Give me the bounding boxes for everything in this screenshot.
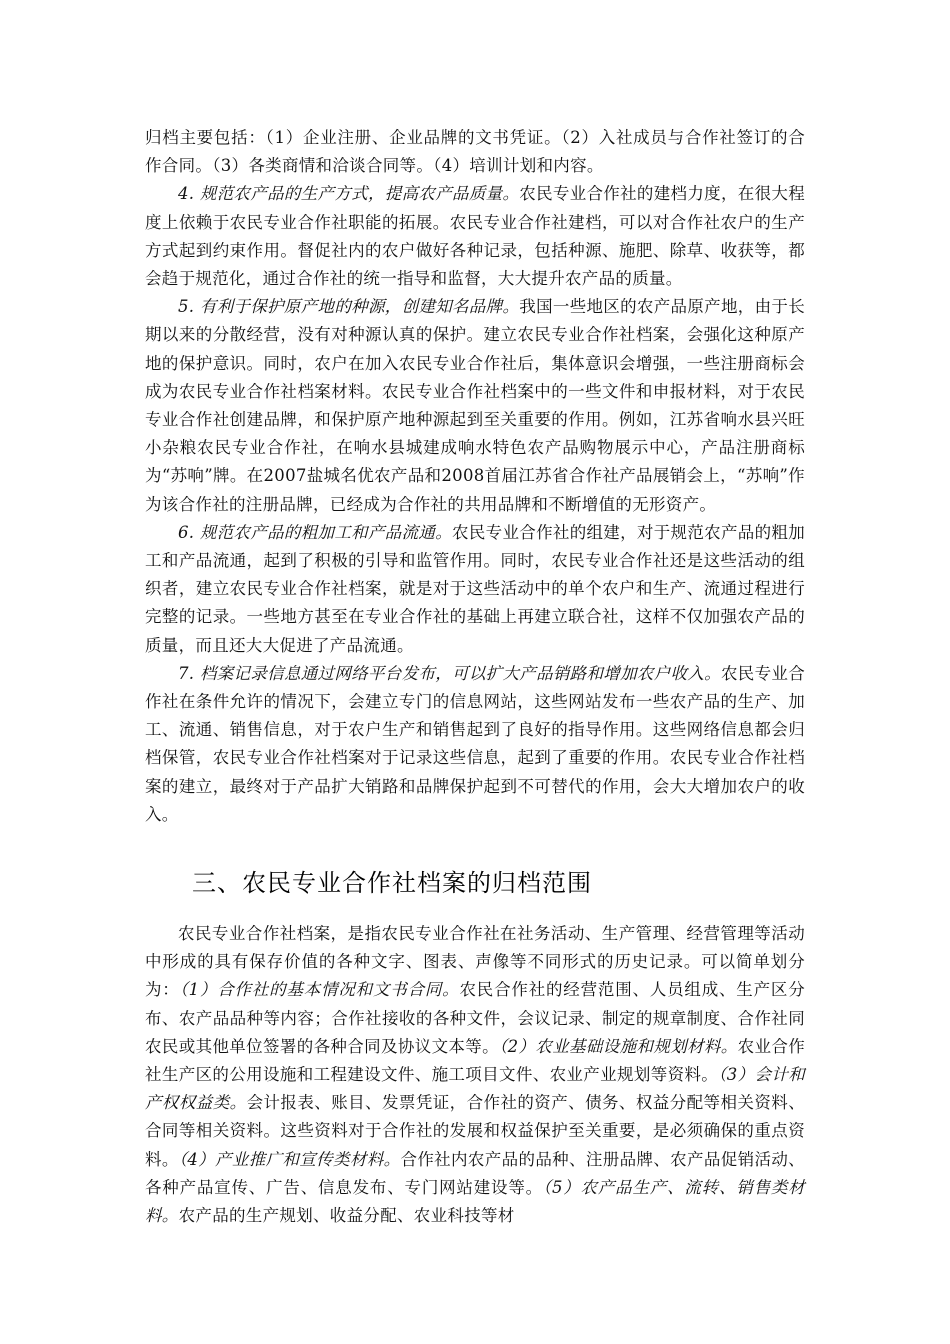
item-7-text: 农民专业合作社在条件允许的情况下，会建立专门的信息网站，这些网站发布一些农产品的生产、加工、流通、销售信息，对于农户生产和销售起到了良好的指导作用。这些网络信息都会归档保管，农民专业合作社档案对于记录这些信息，起到了重要的作用。农民专业合作社档案的建立，最终对于产品扩大销路和品牌保护起到不可替代的作用，会大大增加农户的收入。 bbox=[145, 663, 806, 824]
item-6-text: 农民专业合作社的组建，对于规范农产品的粗加工和产品流通，起到了积极的引导和监管作用。同时，农民专业合作社还是这些活动的组织者，建立农民专业合作社档案，就是对于这些活动中的单个农户和生产、流通过程进行完整的记录。一些地方甚至在专业合作社的基础上再建立联合社，这样不仅加强农产品的质量，而且还大大促进了产品流通。 bbox=[145, 522, 805, 655]
scope-category-2-text: 农业合作社生产区的公用设施和工程建设文件、施工项目文件、农业产业规划等资料。 bbox=[145, 1036, 805, 1085]
item-6-paragraph bbox=[145, 519, 805, 660]
item-7-paragraph bbox=[145, 660, 805, 829]
item-5-lead: 5. 有利于保护原产地的种源，创建知名品牌。 bbox=[178, 297, 520, 317]
scope-category-4-lead: （4）产业推广和宣传类材料。 bbox=[178, 1149, 401, 1169]
item-7-lead: 7. 档案记录信息通过网络平台发布，可以扩大产品销路和增加农户收入。 bbox=[178, 663, 721, 683]
scope-category-5-text: 农产品的生产规划、收益分配、农业科技等材 bbox=[178, 1206, 515, 1226]
body-text-top bbox=[145, 124, 805, 829]
scope-category-3-text: 会计报表、账目、发票凭证，合作社的资产、债务、权益分配等相关资料、合同等相关资料。这些资料对于合作社的发展和权益保护至关重要，是必须确保的重点资料。 bbox=[145, 1093, 805, 1169]
item-4-paragraph bbox=[145, 180, 805, 293]
item-5-paragraph bbox=[145, 293, 805, 519]
scope-category-1-lead: （1）合作社的基本情况和文书合同。 bbox=[179, 980, 460, 1000]
scope-category-4-text: 合作社内农产品的品种、注册品牌、农产品促销活动、各种产品宣传、广告、信息发布、专门网站建设等。 bbox=[145, 1149, 805, 1197]
scope-category-3-lead: （3）会计和产权权益类。 bbox=[145, 1065, 805, 1113]
body-text-bottom bbox=[145, 920, 805, 1230]
scope-category-2-lead: （2）农业基础设施和规划材料。 bbox=[499, 1036, 738, 1056]
scope-paragraph bbox=[145, 920, 805, 1230]
section-heading: 三、农民专业合作社档案的归档范围 bbox=[192, 869, 592, 897]
scope-category-1-text: 农民合作社的经营范围、人员组成、生产区分布、农产品品种等内容；合作社接收的各种文件，会议记录、制定的规章制度、合作社同农民或其他单位签署的各种合同及协议文本等。 bbox=[145, 980, 805, 1056]
scope-category-5-lead: （5）农产品生产、流转、销售类材料。 bbox=[145, 1177, 805, 1226]
scope-intro-text: 农民专业合作社档案，是指农民专业合作社在社务活动、生产管理、经营管理等活动中形成的具有保存价值的各种文字、图表、声像等不同形式的历史记录。可以简单划分为： bbox=[145, 924, 805, 1000]
item-5-text: 我国一些地区的农产品原产地，由于长期以来的分散经营，没有对种源认真的保护。建立农民专业合作社档案，会强化这种原产地的保护意识。同时，农户在加入农民专业合作社后，集体意识会增强，一些注册商标会成为农民专业合作社档案材料。农民专业合作社档案中的一些文件和申报材料，对于农民专业合作社创建品牌，和保护原产地种源起到至关重要的作用。例如，江苏省响水县兴旺小杂粮农民专业合作社，在响水县城建成响水特色农产品购物展示中心，产品注册商标为“苏响”牌。在2007盐城名优农产品和2008首届江苏省合作社产品展销会上，“苏响”作为该合作社的注册品牌，已经成为合作社的共用品牌和不断增值的无形资产。 bbox=[145, 297, 805, 514]
item-6-lead: 6. 规范农产品的粗加工和产品流通。 bbox=[178, 522, 453, 542]
intro-continuation-text: 归档主要包括：（1）企业注册、企业品牌的文书凭证。（2）入社成员与合作社签订的合作合同。（3）各类商情和洽谈合同等。（4）培训计划和内容。 bbox=[145, 128, 805, 176]
item-4-lead: 4. 规范农产品的生产方式，提高农产品质量。 bbox=[178, 184, 520, 204]
item-4-text: 农民专业合作社的建档力度，在很大程度上依赖于农民专业合作社职能的拓展。农民专业合作社建档，可以对合作社农户的生产方式起到约束作用。督促社内的农户做好各种记录，包括种源、施肥、除草、收获等，都会趋于规范化，通过合作社的统一指导和监督，大大提升农产品的质量。 bbox=[145, 184, 805, 289]
intro-continuation-paragraph bbox=[145, 124, 805, 180]
